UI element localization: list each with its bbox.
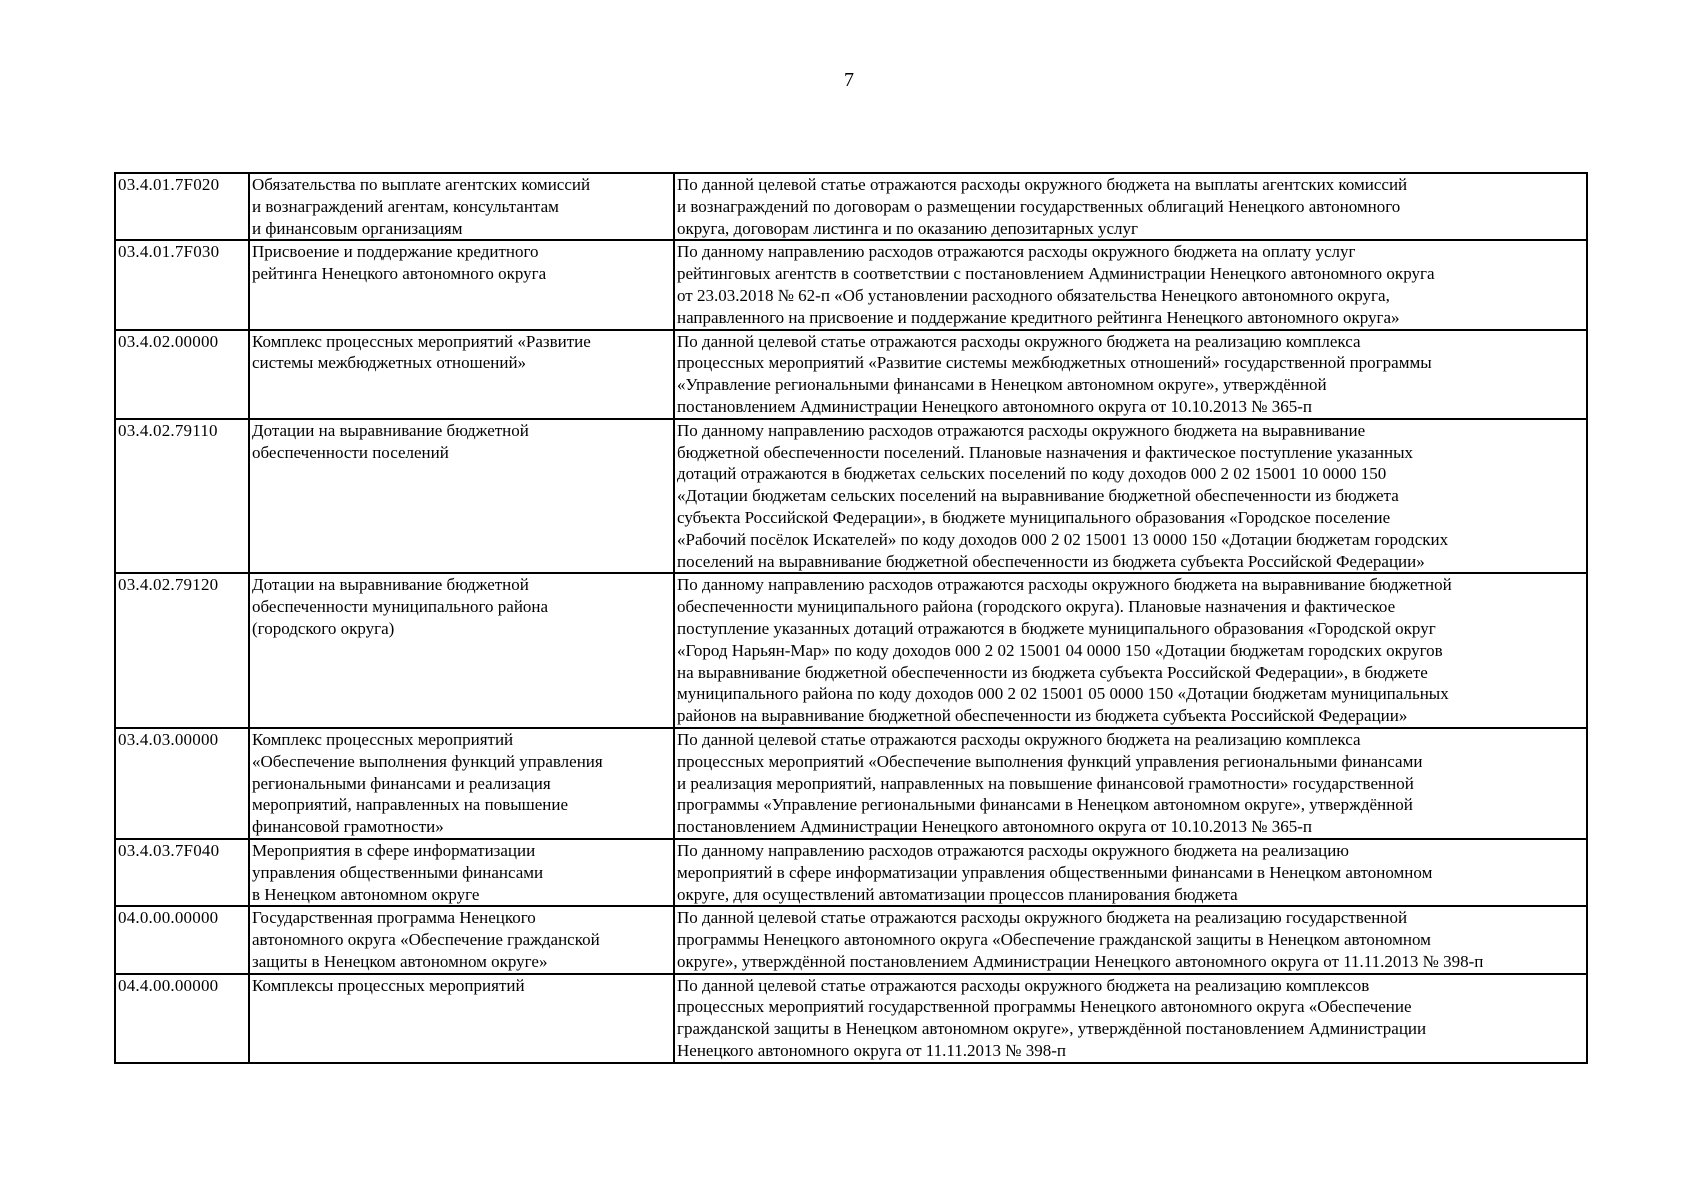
table-row (115, 240, 1587, 329)
budget-classification-table (114, 172, 1588, 1064)
target-article-description: По данному направлению расходов отражаются расходы окружного бюджета на выравнивание бюджетной обеспеченности поселений. Плановые назначения и фактическое поступление указанных дотаций отражаются в бюджетах сельских поселений по коду доходов 000 2 02 15001 10 0000 150 «Дотации бюджетам сельских поселений на выравнивание бюджетной обеспеченности из бюджета субъекта Российской Федерации», в бюджете муниципального образования «Городское поселение «Рабочий посёлок Искателей» по коду доходов 000 2 02 15001 13 0000 150 «Дотации бюджетам городских поселений на выравнивание бюджетной обеспеченности из бюджета субъекта Российской Федерации» (674, 419, 1587, 574)
target-article-name: Дотации на выравнивание бюджетной обеспеченности муниципального района (городского округа) (249, 573, 674, 728)
target-article-description: По данному направлению расходов отражаются расходы окружного бюджета на выравнивание бюджетной обеспеченности муниципального района (городского округа). Плановые назначения и фактическое поступление указанных дотаций отражаются в бюджете муниципального образования «Городской округ «Город Нарьян-Мар» по коду доходов 000 2 02 15001 04 0000 150 «Дотации бюджетам городских округов на выравнивание бюджетной обеспеченности из бюджета субъекта Российской Федерации», в бюджете муниципального района по коду доходов 000 2 02 15001 05 0000 150 «Дотации бюджетам муниципальных районов на выравнивание бюджетной обеспеченности из бюджета субъекта Российской Федерации» (674, 573, 1587, 728)
target-article-code: 04.0.00.00000 (115, 906, 249, 973)
target-article-description: По данной целевой статье отражаются расходы окружного бюджета на реализацию комплекса процессных мероприятий «Развитие системы межбюджетных отношений» государственной программы «Управление региональными финансами в Ненецком автономном округе», утверждённой постановлением Администрации Ненецкого автономного округа от 10.10.2013 № 365-п (674, 330, 1587, 419)
target-article-name: Государственная программа Ненецкого автономного округа «Обеспечение гражданской защиты в Ненецком автономном округе» (249, 906, 674, 973)
table-row (115, 728, 1587, 839)
target-article-name: Обязательства по выплате агентских комиссий и вознаграждений агентам, консультантам и финансовым организациям (249, 173, 674, 240)
table-row (115, 906, 1587, 973)
target-article-code: 03.4.03.00000 (115, 728, 249, 839)
target-article-name: Мероприятия в сфере информатизации управления общественными финансами в Ненецком автономном округе (249, 839, 674, 906)
target-article-name: Дотации на выравнивание бюджетной обеспеченности поселений (249, 419, 674, 574)
table-row (115, 330, 1587, 419)
target-article-description: По данной целевой статье отражаются расходы окружного бюджета на реализацию государственной программы Ненецкого автономного округа «Обеспечение гражданской защиты в Ненецком автономном округе», утверждённой постановлением Администрации Ненецкого автономного округа от 11.11.2013 № 398-п (674, 906, 1587, 973)
page-number: 7 (844, 69, 854, 91)
target-article-name: Присвоение и поддержание кредитного рейтинга Ненецкого автономного округа (249, 240, 674, 329)
target-article-name: Комплекс процессных мероприятий «Развитие системы межбюджетных отношений» (249, 330, 674, 419)
target-article-code: 03.4.01.7F030 (115, 240, 249, 329)
table-row (115, 839, 1587, 906)
target-article-description: По данной целевой статье отражаются расходы окружного бюджета на выплаты агентских комиссий и вознаграждений по договорам о размещении государственных облигаций Ненецкого автономного округа, договорам листинга и по оказанию депозитарных услуг (674, 173, 1587, 240)
table-row (115, 419, 1587, 574)
target-article-code: 03.4.02.79120 (115, 573, 249, 728)
target-article-name: Комплекс процессных мероприятий «Обеспечение выполнения функций управления региональными финансами и реализация мероприятий, направленных на повышение финансовой грамотности» (249, 728, 674, 839)
target-article-description: По данному направлению расходов отражаются расходы окружного бюджета на реализацию мероприятий в сфере информатизации управления общественными финансами в Ненецком автономном округе, для осуществлений автоматизации процессов планирования бюджета (674, 839, 1587, 906)
target-article-name: Комплексы процессных мероприятий (249, 974, 674, 1063)
target-article-description: По данной целевой статье отражаются расходы окружного бюджета на реализацию комплексов процессных мероприятий государственной программы Ненецкого автономного округа «Обеспечение гражданской защиты в Ненецком автономном округе», утверждённой постановлением Администрации Ненецкого автономного округа от 11.11.2013 № 398-п (674, 974, 1587, 1063)
target-article-code: 03.4.02.00000 (115, 330, 249, 419)
target-article-code: 03.4.02.79110 (115, 419, 249, 574)
table-row (115, 173, 1587, 240)
target-article-code: 03.4.01.7F020 (115, 173, 249, 240)
table-row (115, 974, 1587, 1063)
target-article-code: 03.4.03.7F040 (115, 839, 249, 906)
target-article-code: 04.4.00.00000 (115, 974, 249, 1063)
target-article-description: По данному направлению расходов отражаются расходы окружного бюджета на оплату услуг рейтинговых агентств в соответствии с постановлением Администрации Ненецкого автономного округа от 23.03.2018 № 62-п «Об установлении расходного обязательства Ненецкого автономного округа, направленного на присвоение и поддержание кредитного рейтинга Ненецкого автономного округа» (674, 240, 1587, 329)
target-article-description: По данной целевой статье отражаются расходы окружного бюджета на реализацию комплекса процессных мероприятий «Обеспечение выполнения функций управления региональными финансами и реализация мероприятий, направленных на повышение финансовой грамотности» государственной программы «Управление региональными финансами в Ненецком автономном округе», утверждённой постановлением Администрации Ненецкого автономного округа от 10.10.2013 № 365-п (674, 728, 1587, 839)
table-row (115, 573, 1587, 728)
